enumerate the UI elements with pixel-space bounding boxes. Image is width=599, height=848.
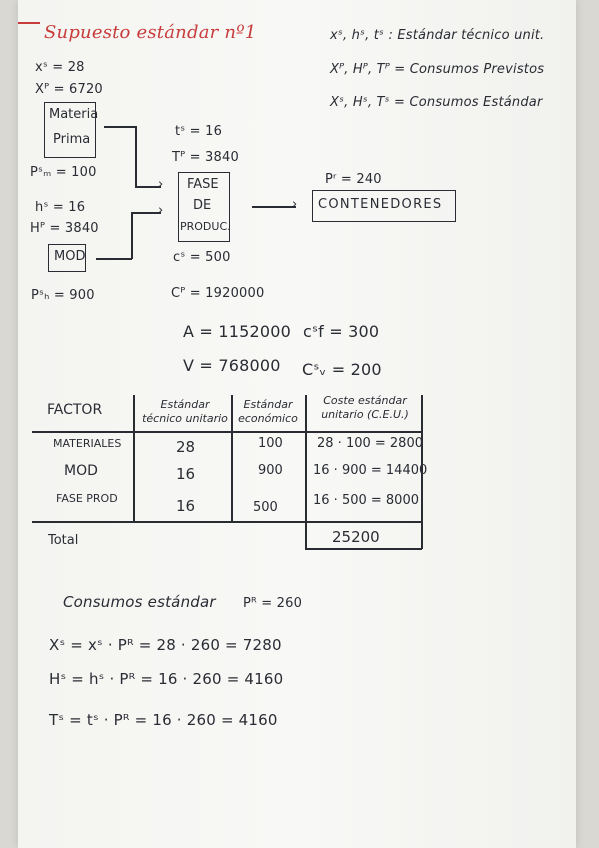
connector-mp-horizontal — [104, 126, 136, 128]
table-row-mod-economico: 900 — [258, 463, 283, 478]
consumos-line-x: Xˢ = xˢ · Pᴿ = 28 · 260 = 7280 — [49, 636, 282, 654]
legend-line-1: xˢ, hˢ, tˢ : Estándar técnico unit. — [330, 28, 545, 43]
value-hs: hˢ = 16 — [35, 200, 86, 215]
summary-a: A = 1152000 — [183, 322, 291, 341]
summary-v: V = 768000 — [183, 356, 281, 375]
table-row-mod-coste: 16 · 900 = 14400 — [313, 463, 428, 478]
connector-mod-vertical — [131, 212, 133, 259]
table-header-estandar-economico: Estándar económico — [238, 398, 298, 425]
table-total-divider — [32, 521, 422, 523]
table-header-divider — [32, 431, 422, 433]
value-phs: Pˢₕ = 900 — [31, 288, 95, 303]
connector-mod-to-fase — [131, 212, 161, 214]
consumos-heading: Consumos estándar — [63, 593, 216, 611]
table-row-fase-tecnico: 16 — [176, 497, 196, 515]
legend-line-2: Xᴾ, Hᴾ, Tᴾ = Consumos Previstos — [330, 62, 545, 77]
fase-line2: DE — [193, 198, 212, 213]
materia-prima-line1: Materia — [49, 107, 99, 122]
summary-csf: cˢf = 300 — [303, 322, 380, 341]
table-row-materiales-coste: 28 · 100 = 2800 — [317, 436, 423, 451]
value-pr: Pʳ = 240 — [325, 172, 382, 187]
table-row-fase-factor: FASE PROD — [56, 492, 118, 505]
value-hp: Hᴾ = 3840 — [30, 221, 99, 236]
table-row-fase-economico: 500 — [253, 500, 278, 515]
table-row-materiales-factor: MATERIALES — [53, 437, 122, 450]
value-ts: tˢ = 16 — [175, 124, 223, 139]
value-tp: Tᴾ = 3840 — [172, 150, 239, 165]
table-column-divider — [133, 395, 135, 521]
table-row-fase-coste: 16 · 500 = 8000 — [313, 493, 419, 508]
table-header-coste-estandar: Coste estándar unitario (C.E.U.) — [321, 394, 409, 421]
value-cs: cˢ = 500 — [173, 250, 231, 265]
consumos-line-t: Tˢ = tˢ · Pᴿ = 16 · 260 = 4160 — [49, 711, 278, 729]
summary-csv: Cˢᵥ = 200 — [302, 360, 382, 379]
table-header-estandar-tecnico: Estándar técnico unitario — [142, 398, 228, 425]
value-xp: Xᴾ = 6720 — [35, 82, 103, 97]
connector-fase-to-contenedores — [252, 206, 296, 208]
table-total-box-bottom — [305, 548, 422, 550]
legend-line-3: Xˢ, Hˢ, Tˢ = Consumos Estándar — [330, 95, 543, 110]
table-total-value: 25200 — [332, 528, 380, 546]
materia-prima-line2: Prima — [53, 132, 91, 147]
table-column-divider — [231, 395, 233, 521]
fase-line1: FASE — [187, 177, 219, 192]
table-row-mod-tecnico: 16 — [176, 465, 196, 483]
table-row-mod-factor: MOD — [64, 463, 98, 479]
table-column-divider — [305, 395, 307, 549]
table-total-label: Total — [48, 533, 79, 548]
table-row-materiales-economico: 100 — [258, 436, 283, 451]
arrowhead-right-icon: › — [292, 197, 298, 212]
title-dash — [18, 22, 40, 24]
value-pms: Pˢₘ = 100 — [30, 165, 97, 180]
page-title: Supuesto estándar nº1 — [44, 22, 257, 43]
consumos-line-h: Hˢ = hˢ · Pᴿ = 16 · 260 = 4160 — [49, 670, 284, 688]
contenedores-label: CONTENEDORES — [318, 197, 443, 212]
mod-label: MOD — [54, 249, 86, 264]
arrowhead-right-icon: › — [158, 177, 164, 192]
value-cp: Cᴾ = 1920000 — [171, 286, 265, 301]
table-row-materiales-tecnico: 28 — [176, 438, 196, 456]
connector-mp-vertical — [135, 126, 137, 186]
fase-line3: PRODUC. — [180, 220, 231, 233]
arrowhead-right-icon: › — [158, 203, 164, 218]
consumos-pr: Pᴿ = 260 — [243, 596, 303, 611]
table-header-factor: FACTOR — [47, 402, 103, 418]
value-xs: xˢ = 28 — [35, 60, 85, 75]
connector-mod-horizontal — [96, 258, 132, 260]
